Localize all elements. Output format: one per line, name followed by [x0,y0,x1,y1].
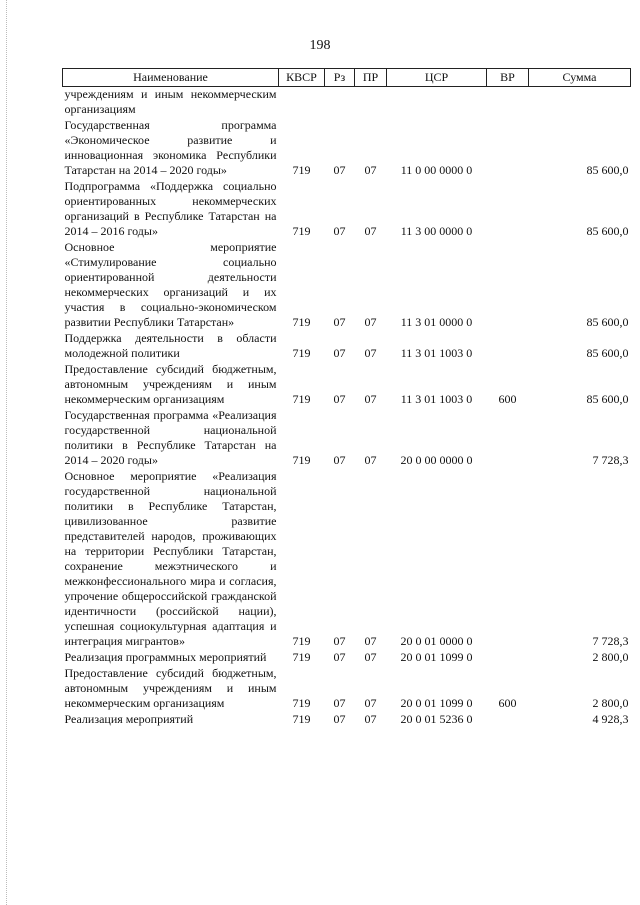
cell-kvsr: 719 [292,224,311,238]
cell-rz: 07 [333,392,346,406]
page-number: 198 [309,38,331,53]
cell-sum: 7 728,3 [592,453,629,467]
table-header-row [63,69,631,87]
cell-pr: 07 [364,163,377,177]
header-csr: ЦСР [387,69,487,87]
cell-csr: 20 0 01 1099 0 [400,650,473,664]
cell-rz: 07 [333,712,346,726]
cell-pr: 07 [364,650,377,664]
cell-vr [487,408,529,469]
table-row [63,408,631,469]
cell-sum: 85 600,0 [586,163,629,177]
cell-rz: 07 [333,163,346,177]
cell-pr [355,87,387,119]
header-name: Наименование [63,69,279,87]
cell-name: Подпрограмма «Поддержка социально ориентированных некоммерческих организаций в Республике Татарстан на 2014 – 2016 годы» [64,179,277,238]
cell-name: Реализация программных мероприятий [64,650,267,664]
cell-name: Предоставление субсидий бюджетным, автономным учреждениям и иным некоммерческим организациям [64,362,277,406]
cell-rz: 07 [333,346,346,360]
cell-name: учреждениям и иным некоммерческим организациям [64,87,277,116]
cell-kvsr: 719 [292,634,311,648]
cell-pr: 07 [364,315,377,329]
cell-sum: 85 600,0 [586,224,629,238]
cell-kvsr: 719 [292,346,311,360]
cell-csr: 11 3 01 1003 0 [400,346,473,360]
cell-vr [487,87,529,119]
cell-vr: 600 [498,696,517,710]
table-row [63,87,631,119]
cell-name: Основное мероприятие «Стимулирование социально ориентированной деятельности некоммерческих организаций и их участия в социально-экономическом развитии Республики Татарстан» [64,240,277,329]
cell-kvsr: 719 [292,163,311,177]
cell-kvsr: 719 [292,392,311,406]
cell-kvsr: 719 [292,650,311,664]
cell-csr: 11 3 01 0000 0 [400,315,473,329]
cell-kvsr: 719 [292,453,311,467]
cell-vr [487,179,529,240]
cell-csr [387,87,487,119]
cell-kvsr: 719 [292,696,311,710]
cell-pr: 07 [364,346,377,360]
budget-table [62,68,631,728]
cell-vr [487,712,529,728]
cell-pr: 07 [364,453,377,467]
header-kvsr: КВСР [279,69,325,87]
cell-sum: 85 600,0 [586,392,629,406]
cell-vr [487,469,529,650]
cell-sum [529,87,631,119]
cell-kvsr: 719 [292,712,311,726]
cell-pr: 07 [364,634,377,648]
cell-pr: 07 [364,696,377,710]
cell-csr: 11 3 00 0000 0 [400,224,473,238]
cell-rz: 07 [333,634,346,648]
cell-sum: 85 600,0 [586,346,629,360]
cell-pr: 07 [364,224,377,238]
cell-name: Поддержка деятельности в области молодежной политики [64,331,277,360]
cell-rz: 07 [333,315,346,329]
table-row [63,362,631,408]
cell-pr: 07 [364,712,377,726]
cell-rz: 07 [333,224,346,238]
margin-dotted-line [6,0,7,905]
cell-name: Государственная программа «Реализация государственной национальной политики в Республике Татарстан на 2014 – 2020 годы» [64,408,277,467]
header-sum: Сумма [529,69,631,87]
cell-sum: 2 800,0 [592,650,629,664]
table-row [63,331,631,362]
header-vr: ВР [487,69,529,87]
cell-pr: 07 [364,392,377,406]
cell-name: Реализация мероприятий [64,712,194,726]
cell-vr [487,331,529,362]
cell-csr: 20 0 01 5236 0 [400,712,473,726]
cell-name: Основное мероприятие «Реализация государственной национальной политики в Республике Татарстан, цивилизованное развитие представителей народов, проживающих на территории Республики Татарстан, сохранение межэтнического и межконфессионального мира и согласия, упрочение общероссийской гражданской идентичности (российской нации), успешная социокультурная адаптация и интеграция мигрантов» [64,469,277,648]
cell-csr: 11 0 00 0000 0 [400,163,473,177]
header-pr: ПР [355,69,387,87]
cell-rz: 07 [333,650,346,664]
cell-sum: 2 800,0 [592,696,629,710]
cell-sum: 7 728,3 [592,634,629,648]
table-row [63,240,631,331]
header-rz: Рз [325,69,355,87]
table-row [63,650,631,666]
cell-csr: 20 0 01 0000 0 [400,634,473,648]
cell-vr [487,240,529,331]
cell-rz: 07 [333,453,346,467]
cell-vr: 600 [498,392,517,406]
table-row [63,469,631,650]
cell-csr: 11 3 01 1003 0 [400,392,473,406]
cell-kvsr: 719 [292,315,311,329]
cell-sum: 4 928,3 [592,712,629,726]
cell-kvsr [279,87,325,119]
cell-csr: 20 0 00 0000 0 [400,453,473,467]
table-row [63,179,631,240]
table-row [63,666,631,712]
cell-vr [487,118,529,179]
cell-rz: 07 [333,696,346,710]
table-row [63,118,631,179]
cell-sum: 85 600,0 [586,315,629,329]
cell-name: Предоставление субсидий бюджетным, автономным учреждениям и иным некоммерческим организациям [64,666,277,710]
cell-csr: 20 0 01 1099 0 [400,696,473,710]
cell-name: Государственная программа «Экономическое развитие и инновационная экономика Республики Татарстан на 2014 – 2020 годы» [64,118,277,177]
cell-rz [325,87,355,119]
table-row [63,712,631,728]
cell-vr [487,650,529,666]
